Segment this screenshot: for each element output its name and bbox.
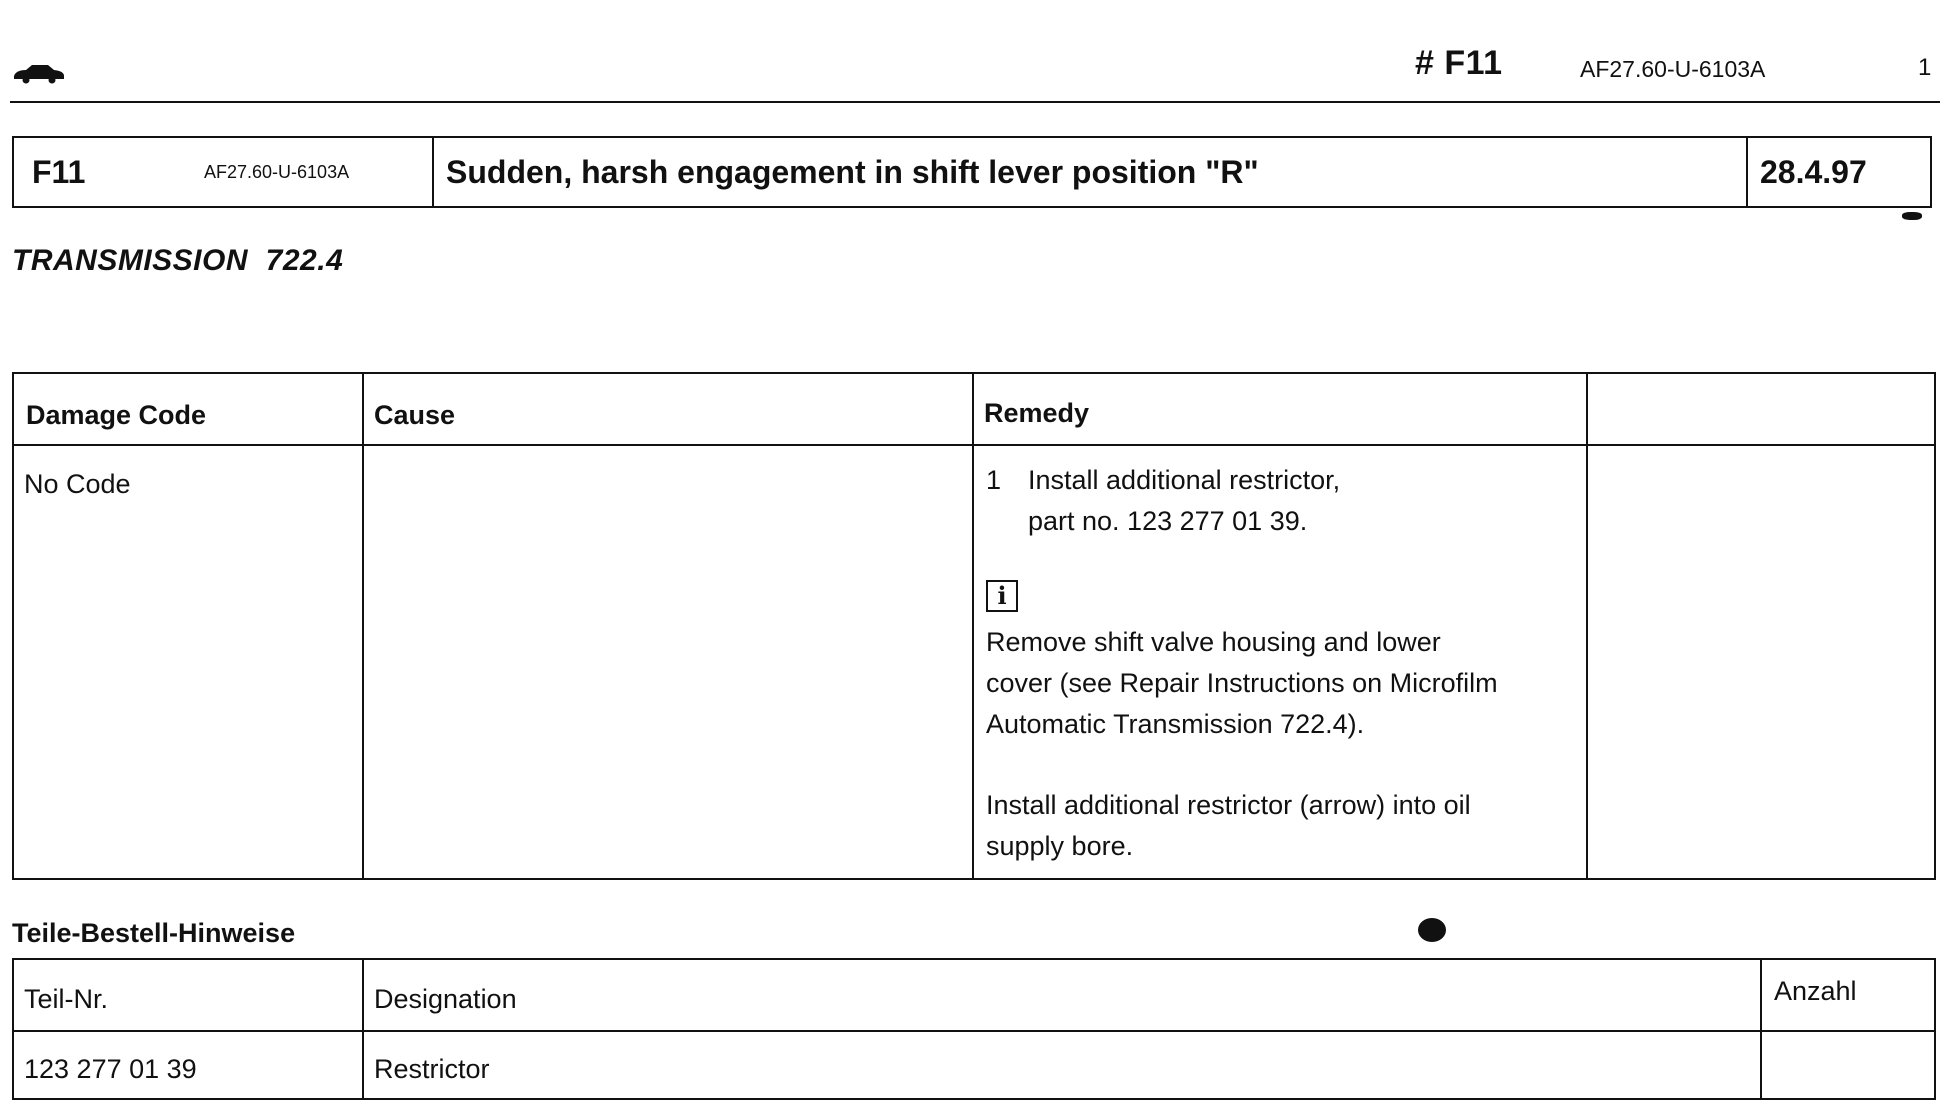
page-number: 1 bbox=[1918, 54, 1932, 81]
note-line-2: cover (see Repair Instructions on Microfilm bbox=[986, 668, 1498, 698]
car-icon bbox=[12, 62, 66, 84]
header-damage-code: Damage Code bbox=[26, 400, 207, 430]
damage-table bbox=[12, 372, 1936, 880]
title-bar-code-cell bbox=[14, 138, 434, 206]
remedy-step-number: 1 bbox=[986, 465, 1002, 495]
header-designation: Designation bbox=[374, 984, 517, 1014]
document-reference: AF27.60-U-6103A bbox=[1580, 56, 1766, 82]
transmission-heading: TRANSMISSION 722.4 bbox=[12, 244, 344, 277]
fault-title: Sudden, harsh engagement in shift lever position "R" bbox=[434, 138, 1748, 206]
ink-blot bbox=[1418, 918, 1446, 942]
header-cause: Cause bbox=[374, 400, 456, 430]
title-bar bbox=[12, 136, 1932, 208]
header-quantity: Anzahl bbox=[1774, 976, 1857, 1006]
note-line-1: Remove shift valve housing and lower bbox=[986, 627, 1441, 657]
fault-reference: AF27.60-U-6103A bbox=[204, 161, 350, 182]
ink-speck bbox=[1902, 212, 1922, 220]
damage-code-value: No Code bbox=[24, 469, 131, 499]
install-line-1: Install additional restrictor (arrow) into oil bbox=[986, 790, 1471, 820]
fault-code: F11 bbox=[32, 153, 86, 190]
remedy-step-line-2: part no. 123 277 01 39. bbox=[1028, 506, 1308, 536]
part-number-value: 123 277 01 39 bbox=[24, 1054, 197, 1084]
fault-date: 28.4.97 bbox=[1760, 153, 1867, 190]
header-remedy: Remedy bbox=[984, 398, 1090, 428]
info-icon: i bbox=[986, 580, 1018, 612]
install-line-2: supply bore. bbox=[986, 831, 1134, 861]
header-part-no: Teil-Nr. bbox=[24, 984, 109, 1014]
note-line-3: Automatic Transmission 722.4). bbox=[986, 709, 1365, 739]
document-code: # F11 bbox=[1415, 44, 1503, 82]
parts-table bbox=[12, 958, 1936, 1100]
designation-value: Restrictor bbox=[374, 1054, 490, 1084]
header-rule bbox=[10, 101, 1940, 103]
parts-heading: Teile-Bestell-Hinweise bbox=[12, 918, 296, 948]
remedy-step-line-1: Install additional restrictor, bbox=[1028, 465, 1341, 495]
